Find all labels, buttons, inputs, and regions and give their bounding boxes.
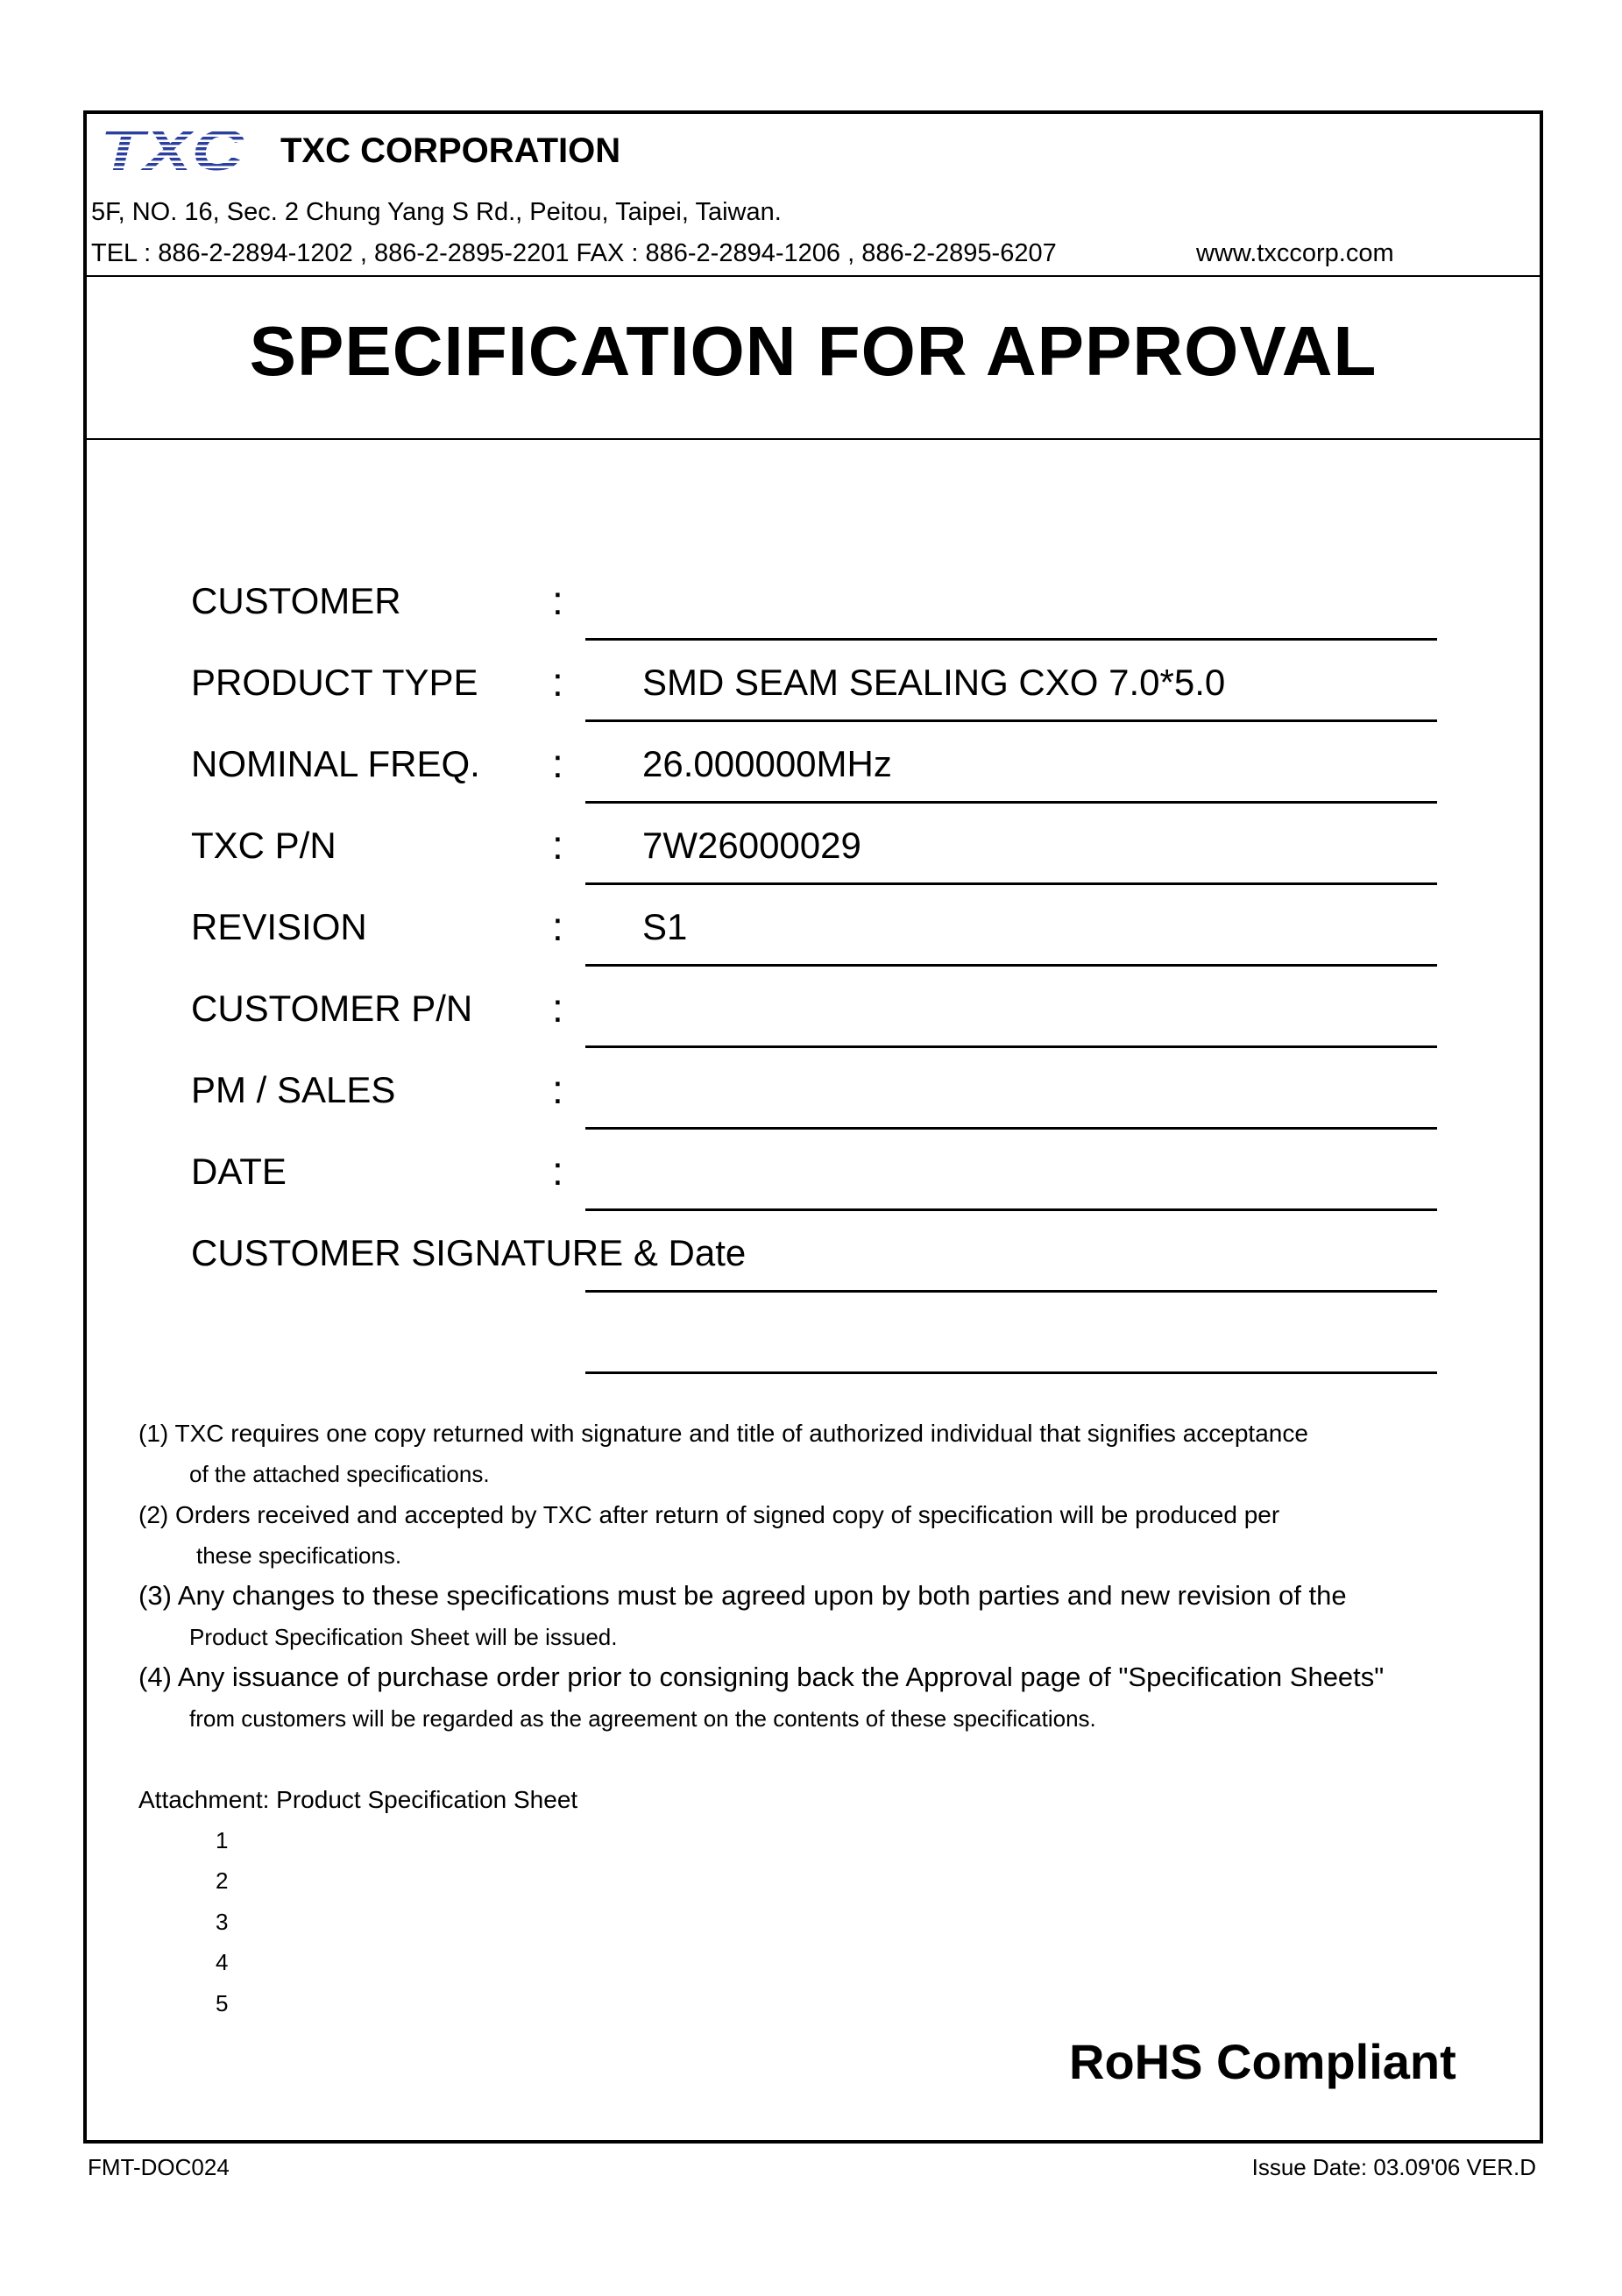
note-3-continued: Product Specification Sheet will be issued. bbox=[189, 1624, 618, 1650]
txc-logo bbox=[98, 121, 247, 175]
company-phone-fax: TEL : 886-2-2894-1202 , 886-2-2895-2201 FAX : 886-2-2894-1206 , 886-2-2895-6207 bbox=[91, 239, 1057, 267]
signature-label: CUSTOMER SIGNATURE & Date bbox=[191, 1232, 747, 1273]
field-colon: : bbox=[552, 1067, 563, 1112]
field-colon: : bbox=[552, 985, 563, 1031]
note-4: (4) Any issuance of purchase order prior to consigning back the Approval page of "Specification Sheets" bbox=[138, 1662, 1385, 1692]
field-value[interactable]: S1 bbox=[642, 906, 688, 947]
field-label: NOMINAL FREQ. bbox=[191, 743, 480, 784]
field-label: REVISION bbox=[191, 906, 367, 947]
rohs-compliant-label: RoHS Compliant bbox=[1069, 2034, 1456, 2089]
field-label: PRODUCT TYPE bbox=[191, 662, 478, 703]
attachment-label: Attachment: Product Specification Sheet bbox=[138, 1786, 578, 1813]
field-underline bbox=[585, 638, 1437, 641]
signature-line[interactable] bbox=[585, 1290, 1437, 1293]
field-label: PM / SALES bbox=[191, 1069, 396, 1110]
note-4-continued: from customers will be regarded as the agreement on the contents of these specifications. bbox=[189, 1705, 1096, 1732]
logo-text: TXC bbox=[100, 121, 245, 175]
attachment-item: 4 bbox=[216, 1949, 229, 1975]
field-value[interactable]: 26.000000MHz bbox=[642, 743, 892, 784]
note-3: (3) Any changes to these specifications must be agreed upon by both parties and new revision of the bbox=[138, 1580, 1347, 1611]
field-underline bbox=[585, 1127, 1437, 1130]
field-colon: : bbox=[552, 578, 563, 623]
footer-doc-code: FMT-DOC024 bbox=[88, 2154, 230, 2180]
field-value[interactable]: 7W26000029 bbox=[642, 825, 861, 866]
note-1: (1) TXC requires one copy returned with signature and title of authorized individual that signifies acceptance bbox=[138, 1420, 1308, 1447]
document-title: SPECIFICATION FOR APPROVAL bbox=[249, 312, 1378, 390]
field-label: TXC P/N bbox=[191, 825, 336, 866]
note-2-continued: these specifications. bbox=[196, 1542, 402, 1569]
attachment-item: 1 bbox=[216, 1827, 229, 1853]
header-divider bbox=[83, 275, 1543, 277]
footer-issue-date: Issue Date: 03.09'06 VER.D bbox=[1251, 2154, 1536, 2180]
field-underline bbox=[585, 882, 1437, 885]
note-1-continued: of the attached specifications. bbox=[189, 1461, 490, 1487]
attachment-item: 5 bbox=[216, 1990, 229, 2016]
company-name: TXC CORPORATION bbox=[280, 131, 621, 170]
field-value[interactable]: SMD SEAM SEALING CXO 7.0*5.0 bbox=[642, 662, 1226, 703]
attachment-item: 2 bbox=[216, 1867, 229, 1894]
company-address: 5F, NO. 16, Sec. 2 Chung Yang S Rd., Peitou, Taipei, Taiwan. bbox=[91, 198, 782, 226]
company-website[interactable]: www.txccorp.com bbox=[1196, 239, 1394, 267]
attachment-item: 3 bbox=[216, 1909, 229, 1935]
field-colon: : bbox=[552, 741, 563, 786]
field-label: CUSTOMER bbox=[191, 580, 401, 621]
title-divider bbox=[83, 438, 1543, 440]
signature-date-line[interactable] bbox=[585, 1371, 1437, 1374]
note-2: (2) Orders received and accepted by TXC after return of signed copy of specification will be produced per bbox=[138, 1501, 1280, 1528]
field-underline bbox=[585, 1045, 1437, 1048]
field-colon: : bbox=[552, 904, 563, 949]
field-label: CUSTOMER P/N bbox=[191, 988, 473, 1029]
field-colon: : bbox=[552, 822, 563, 868]
field-colon: : bbox=[552, 659, 563, 705]
field-underline bbox=[585, 801, 1437, 804]
field-underline bbox=[585, 719, 1437, 722]
field-colon: : bbox=[552, 1148, 563, 1194]
field-underline bbox=[585, 1208, 1437, 1211]
field-underline bbox=[585, 964, 1437, 967]
field-label: DATE bbox=[191, 1151, 287, 1192]
